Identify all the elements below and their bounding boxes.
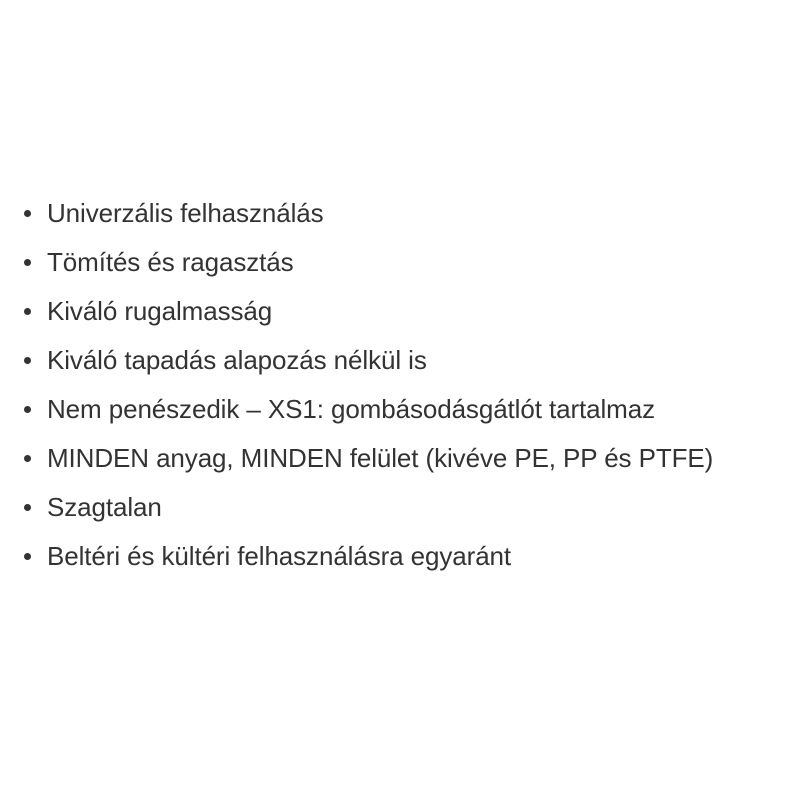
list-item	[0, 536, 800, 585]
list-item	[0, 389, 800, 438]
bullet-icon	[24, 259, 31, 266]
feature-list	[0, 193, 800, 585]
list-item-text: Kiváló tapadás alapozás nélkül is	[47, 345, 427, 375]
list-item	[0, 291, 800, 340]
list-item-text: Szagtalan	[47, 492, 162, 522]
list-item-text: Tömítés és ragasztás	[47, 247, 294, 277]
bullet-icon	[24, 455, 31, 462]
list-item	[0, 193, 800, 242]
list-item	[0, 487, 800, 536]
bullet-icon	[24, 504, 31, 511]
list-item	[0, 340, 800, 389]
bullet-icon	[24, 308, 31, 315]
list-item-text: Univerzális felhasználás	[47, 198, 324, 228]
list-item-text: MINDEN anyag, MINDEN felület (kivéve PE, PP és PTFE)	[47, 443, 714, 473]
list-item-text: Kiváló rugalmasság	[47, 296, 273, 326]
bullet-icon	[24, 406, 31, 413]
bullet-icon	[24, 553, 31, 560]
bullet-icon	[24, 210, 31, 217]
bullet-icon	[24, 357, 31, 364]
list-item	[0, 242, 800, 291]
list-item-text: Beltéri és kültéri felhasználásra egyaránt	[47, 541, 512, 571]
list-item-text: Nem penészedik – XS1: gombásodásgátlót tartalmaz	[47, 394, 655, 424]
list-item	[0, 438, 800, 487]
